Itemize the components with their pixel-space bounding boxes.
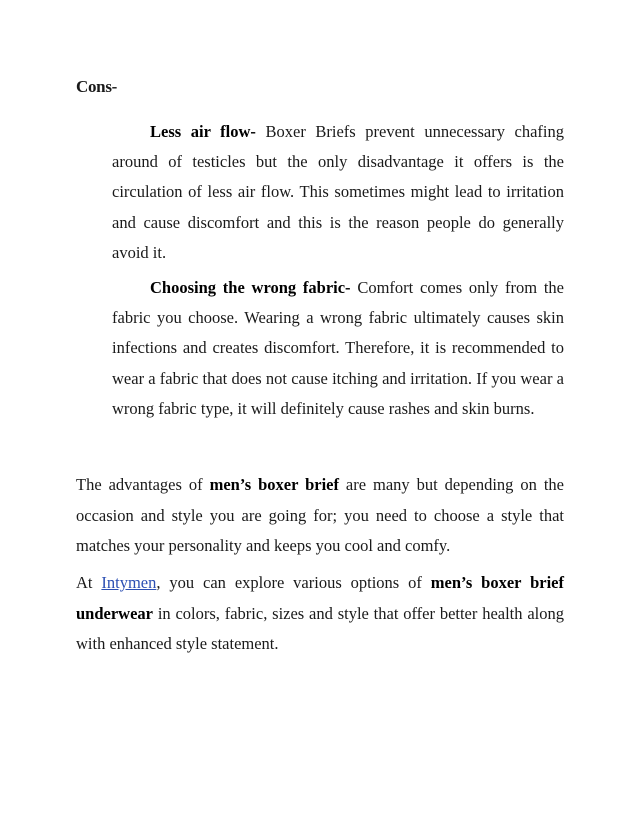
advantages-text-end: are many but depending on the occasion and style you are going for; you need to choose a style that matches your personality and keeps you cool and comfy. bbox=[76, 475, 564, 555]
intymen-keyword: men’s boxer brief underwear bbox=[76, 573, 564, 623]
con-text-air-flow: Boxer Briefs prevent unnecessary chafing around of testicles but the only disadvantage it offers is the circulation of less air flow. This sometimes might lead to irritation and cause discomfort and this is the reason people do generally avoid it. bbox=[112, 122, 564, 262]
con-item-wrong-fabric bbox=[112, 273, 564, 424]
intymen-text-end: in colors, fabric, sizes and style that offer better health along with enhanced style statement. bbox=[76, 603, 564, 653]
con-text-wrong-fabric: Comfort comes only from the fabric you choose. Wearing a wrong fabric ultimately causes skin infections and creates discomfort. Therefore, it is recommended to wear a fabric that does not cause itching and irritation. If you wear a wrong fabric type, it will definitely cause rashes and skin burns. bbox=[112, 278, 564, 418]
intymen-text-middle: , you can explore various options of bbox=[156, 573, 431, 592]
con-label-wrong-fabric: Choosing the wrong fabric- bbox=[150, 278, 351, 297]
intymen-paragraph bbox=[76, 568, 564, 660]
con-label-air-flow: Less air flow- bbox=[150, 122, 256, 141]
intymen-link[interactable]: Intymen bbox=[101, 573, 157, 592]
advantages-paragraph bbox=[76, 470, 564, 562]
con-item-air-flow bbox=[112, 117, 564, 268]
advantages-text-start: The advantages of bbox=[76, 475, 210, 494]
cons-heading: Cons- bbox=[76, 77, 118, 96]
intymen-text-start: At bbox=[76, 573, 102, 592]
advantages-keyword: men’s boxer brief bbox=[209, 475, 339, 494]
